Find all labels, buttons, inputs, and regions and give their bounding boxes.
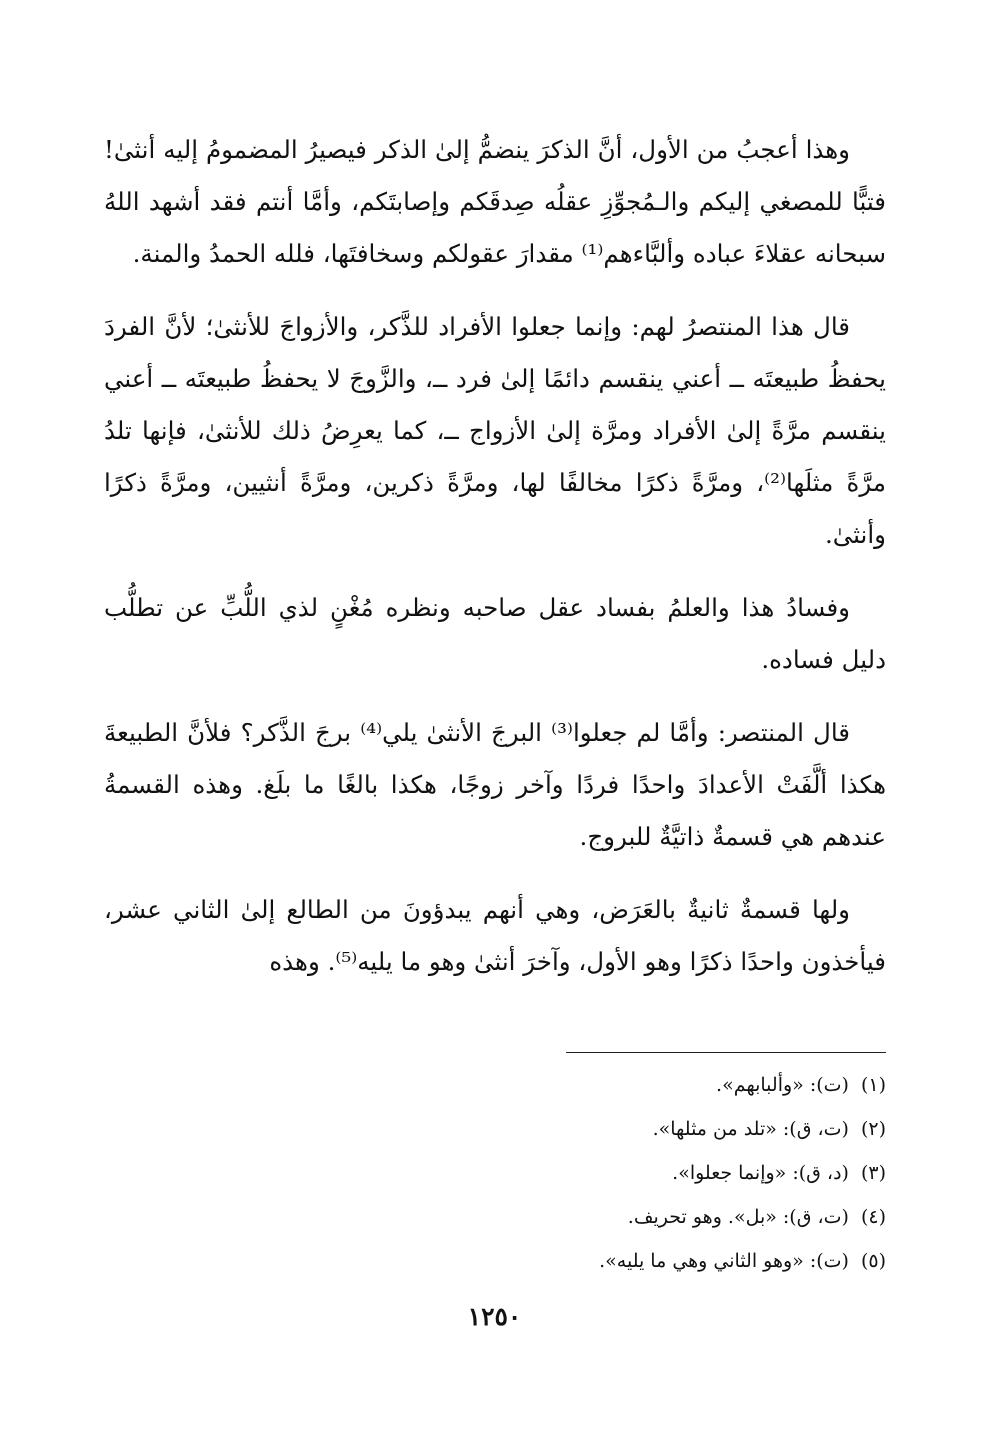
paragraph-3: وفسادُ هذا والعلمُ بفساد عقل صاحبه ونظره مُغْنٍ لذي اللُّبِّ عن تطلُّب دليل فساده.: [104, 593, 886, 674]
footnote-3: [300, 1151, 886, 1195]
paragraph-2: قال هذا المنتصرُ لهم: وإنما جعلوا الأفراد للذَّكر، والأزواجَ للأنثىٰ؛ لأنَّ الفردَ يحفظُ طبيعتَه ــ أعني ينقسم دائمًا إلىٰ فرد ــ، والزَّوجَ لا يحفظُ طبيعتَه ــ أعني ينقسم مرَّةً إلىٰ الأفراد ومرَّة إلىٰ الأزواج ــ، كما يعرِضُ ذلك للأنثىٰ، فإنها تلدُ مرَّةً مثلَها⁽²⁾، ومرَّةً ذكرًا مخالفًا لها، ومرَّةً ذكرين، ومرَّةً أنثيين، ومرَّةً ذكرًا وأنثىٰ.: [104, 312, 886, 549]
paragraph-1: وهذا أعجبُ من الأول، أنَّ الذكرَ ينضمُّ إلىٰ الذكر فيصيرُ المضمومُ إليه أنثىٰ! فتبًّا للمصغي إليكم والـمُجوِّزِ عقلُه صِدقَكم وإصابتَكم، وأمَّا أنتم فقد أشهد اللهُ سبحانه عقلاءَ عباده وألبَّاءهم⁽¹⁾ مقدارَ عقولكم وسخافتَها، فلله الحمدُ والمنة.: [104, 135, 886, 268]
footnote-text: (ت، ق): «تلد من مثلها».: [652, 1118, 849, 1140]
footnote-number: (٥): [860, 1250, 886, 1272]
footnote-text: (ت، ق): «بل». وهو تحريف.: [627, 1206, 849, 1228]
footnote-number: (١): [860, 1074, 886, 1096]
footnote-5: [300, 1239, 886, 1283]
footnote-2: [300, 1107, 886, 1151]
main-text: [104, 124, 886, 988]
footnote-divider: [566, 1052, 886, 1053]
footnote-number: (٣): [860, 1162, 886, 1184]
footnote-text: (د، ق): «وإنما جعلوا».: [672, 1162, 849, 1184]
footnote-number: (٢): [860, 1118, 886, 1140]
paragraph-5: ولها قسمةٌ ثانيةٌ بالعَرَض، وهي أنهم يبدؤونَ من الطالع إلىٰ الثاني عشر، فيأخذون واحدًا ذكرًا وهو الأول، وآخرَ أنثىٰ وهو ما يليه⁽⁵⁾. وهذه: [104, 895, 886, 976]
footnote-4: [300, 1195, 886, 1239]
footnote-text: (ت): «وألبابهم».: [716, 1074, 849, 1096]
page-number: ١٢٥٠: [467, 1302, 522, 1331]
paragraph-4: قال المنتصر: وأمَّا لم جعلوا⁽³⁾ البرجَ الأنثىٰ يلي⁽⁴⁾ برجَ الذَّكر؟ فلأنَّ الطبيعةَ هكذا ألَّفَتْ الأعدادَ واحدًا فردًا وآخر زوجًا، هكذا بالغًا ما بلَغ. وهذه القسمةُ عندهم هي قسمةٌ ذاتيَّةٌ للبروج.: [104, 718, 886, 851]
footnote-text: (ت): «وهو الثاني وهي ما يليه».: [599, 1250, 849, 1272]
footnote-1: [300, 1063, 886, 1107]
footnotes: [300, 1063, 886, 1283]
footnote-number: (٤): [860, 1206, 886, 1228]
